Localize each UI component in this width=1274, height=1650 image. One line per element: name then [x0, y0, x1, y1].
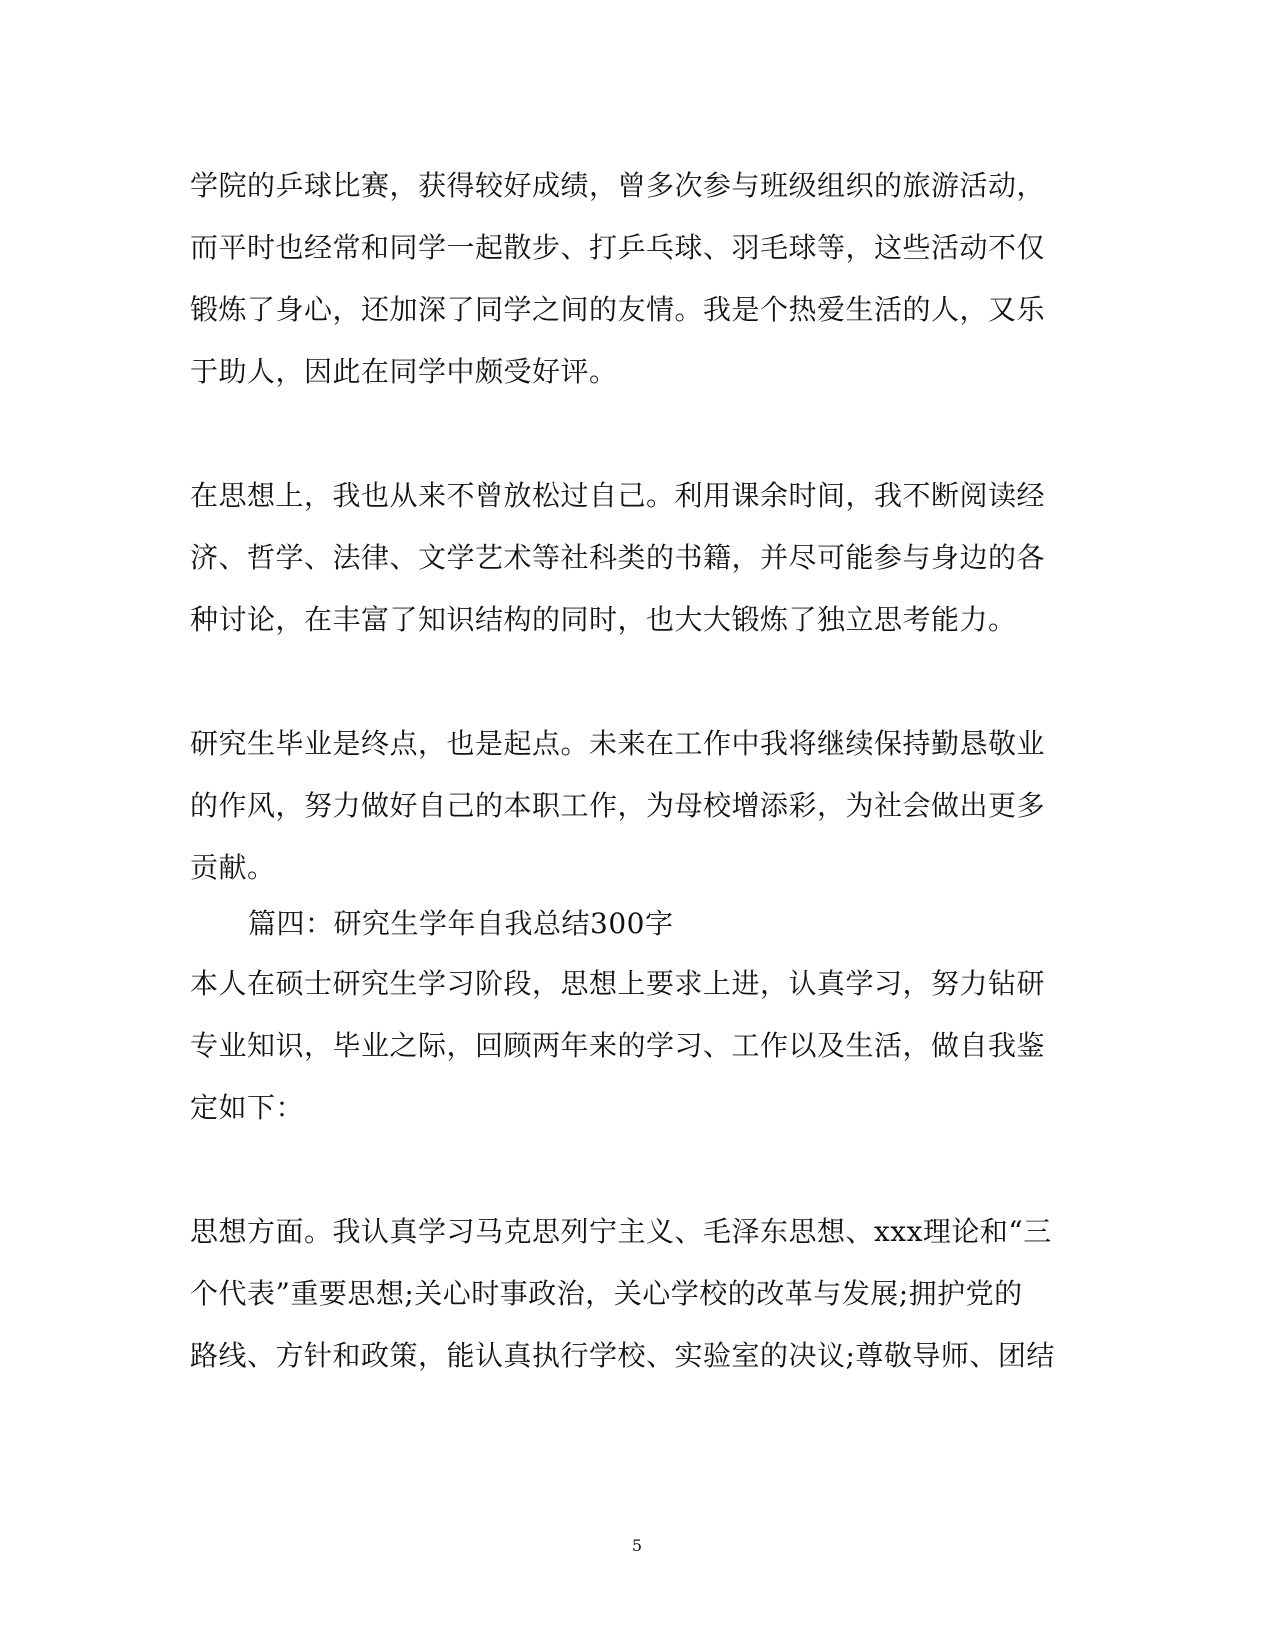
- page-number: 5: [631, 1536, 643, 1555]
- paragraph-line: 思想方面。我认真学习马克思列宁主义、毛泽东思想、xxx理论和“三: [190, 1215, 1052, 1248]
- section-heading: 篇四：研究生学年自我总结300字: [248, 907, 674, 940]
- paragraph-line: 专业知识，毕业之际，回顾两年来的学习、工作以及生活，做自我鉴: [190, 1029, 1046, 1062]
- paragraph-line: 而平时也经常和同学一起散步、打乒乓球、羽毛球等，这些活动不仅: [190, 231, 1046, 264]
- paragraph-line: 济、哲学、法律、文学艺术等社科类的书籍，并尽可能参与身边的各: [190, 541, 1046, 574]
- paragraph-line: 种讨论，在丰富了知识结构的同时，也大大锻炼了独立思考能力。: [190, 603, 1017, 636]
- paragraph-line: 路线、方针和政策，能认真执行学校、实验室的决议;尊敬导师、团结: [190, 1339, 1055, 1372]
- paragraph-line: 本人在硕士研究生学习阶段，思想上要求上进，认真学习，努力钻研: [190, 967, 1046, 1000]
- paragraph-line: 定如下：: [190, 1091, 305, 1124]
- paragraph-line: 学院的乒球比赛，获得较好成绩，曾多次参与班级组织的旅游活动，: [190, 169, 1046, 202]
- paragraph-line: 研究生毕业是终点，也是起点。未来在工作中我将继续保持勤恳敬业: [190, 727, 1046, 760]
- paragraph-line: 锻炼了身心，还加深了同学之间的友情。我是个热爱生活的人，又乐: [190, 293, 1046, 326]
- paragraph-line: 贡献。: [190, 851, 276, 884]
- paragraph-line: 于助人，因此在同学中颇受好评。: [190, 355, 618, 388]
- paragraph-line: 的作风，努力做好自己的本职工作，为母校增添彩，为社会做出更多: [190, 789, 1046, 822]
- paragraph-line: 个代表”重要思想;关心时事政治，关心学校的改革与发展;拥护党的: [190, 1277, 1023, 1310]
- paragraph-line: 在思想上，我也从来不曾放松过自己。利用课余时间，我不断阅读经: [190, 479, 1046, 512]
